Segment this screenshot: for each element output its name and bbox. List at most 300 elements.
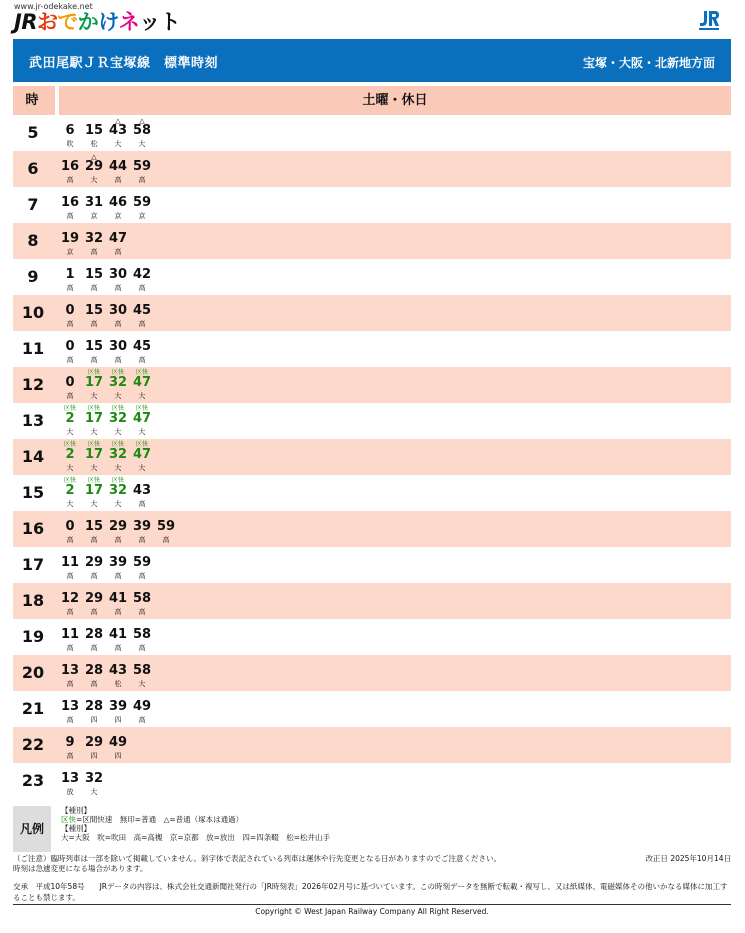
destination-abbrev: 四 xyxy=(114,752,122,760)
caution-note: （ご注意）臨時列車は一部を除いて掲載していません。斜字体で表記されている列車は運休や行先変更となる日がありますのでご注意ください。 xyxy=(13,854,501,863)
departure-minute: 42 xyxy=(132,267,152,282)
departure-minute: 12 xyxy=(60,591,80,606)
train-type-mark: △ xyxy=(139,117,145,125)
departure-minute: 30 xyxy=(108,339,128,354)
destination-abbrev: 高 xyxy=(138,320,146,328)
destination-abbrev: 高 xyxy=(114,572,122,580)
table-row xyxy=(13,511,731,547)
departure[interactable] xyxy=(107,115,129,151)
destination-abbrev: 高 xyxy=(114,356,122,364)
destination-abbrev: 高 xyxy=(66,176,74,184)
departure-minute: 58 xyxy=(132,663,152,678)
departure[interactable] xyxy=(107,151,129,187)
destination-abbrev: 高 xyxy=(138,500,146,508)
copyright: Copyright © West Japan Railway Company All Right Reserved. xyxy=(13,904,731,916)
departure[interactable] xyxy=(131,475,153,511)
departure[interactable] xyxy=(83,583,105,619)
hour-cell: 9 xyxy=(27,267,39,286)
train-type-mark: 区快 xyxy=(63,405,76,412)
destination-abbrev: 高 xyxy=(162,536,170,544)
table-row xyxy=(13,475,731,511)
destination-abbrev: 高 xyxy=(66,320,74,328)
departure[interactable] xyxy=(83,259,105,295)
table-row xyxy=(13,727,731,763)
departure[interactable] xyxy=(107,295,129,331)
legend-dest-text: 大=大阪 吹=吹田 高=高槻 京=京都 放=放出 四=四条畷 松=松井山手 xyxy=(61,833,330,842)
table-row xyxy=(13,547,731,583)
departure[interactable] xyxy=(59,475,81,511)
departure-minute: 47 xyxy=(132,447,152,462)
departure[interactable] xyxy=(107,367,129,403)
departure-minute: 32 xyxy=(108,447,128,462)
departure[interactable] xyxy=(107,511,129,547)
destination-abbrev: 高 xyxy=(66,392,74,400)
departure-minute: 2 xyxy=(65,411,75,426)
departure-minute: 29 xyxy=(84,159,104,174)
table-row xyxy=(13,655,731,691)
destination-abbrev: 高 xyxy=(138,536,146,544)
departure[interactable] xyxy=(59,115,81,151)
destination-abbrev: 高 xyxy=(90,608,98,616)
destination-abbrev: 大 xyxy=(114,140,122,148)
departure-minute: 2 xyxy=(65,447,75,462)
departure-minute: 44 xyxy=(108,159,128,174)
departure[interactable] xyxy=(107,547,129,583)
departure-minute: 13 xyxy=(60,663,80,678)
departure-minute: 29 xyxy=(84,735,104,750)
destination-abbrev: 高 xyxy=(114,248,122,256)
departure-minute: 11 xyxy=(60,555,80,570)
destination-abbrev: 高 xyxy=(114,284,122,292)
departure[interactable] xyxy=(59,223,81,259)
departure-minute: 13 xyxy=(60,771,80,786)
table-row xyxy=(13,151,731,187)
departure-minute: 11 xyxy=(60,627,80,642)
departure-minute: 19 xyxy=(60,231,80,246)
destination-abbrev: 四 xyxy=(90,716,98,724)
departure-minute: 9 xyxy=(65,735,75,750)
departure[interactable] xyxy=(107,655,129,691)
hour-cell: 11 xyxy=(21,339,45,358)
departure-minute: 15 xyxy=(84,267,104,282)
departure[interactable] xyxy=(155,511,177,547)
destination-abbrev: 高 xyxy=(90,572,98,580)
legend-type-heading: 【種別】 xyxy=(61,806,91,815)
destination-abbrev: 高 xyxy=(114,536,122,544)
timetable-header-row xyxy=(13,86,731,115)
departure-minute: 47 xyxy=(132,375,152,390)
hour-cell: 22 xyxy=(21,735,45,754)
departure-minute: 32 xyxy=(84,231,104,246)
destination-abbrev: 放 xyxy=(66,788,74,796)
destination-abbrev: 高 xyxy=(90,320,98,328)
departure[interactable] xyxy=(107,691,129,727)
departure-minute: 39 xyxy=(108,699,128,714)
table-row xyxy=(13,403,731,439)
table-row xyxy=(13,259,731,295)
departure-minute: 46 xyxy=(108,195,128,210)
departure[interactable] xyxy=(59,259,81,295)
train-type-mark: 区快 xyxy=(135,369,148,376)
destination-abbrev: 大 xyxy=(138,140,146,148)
destination-abbrev: 大 xyxy=(66,428,74,436)
direction-label: 宝塚・大阪・北新地方面 xyxy=(582,56,715,70)
departure-minute: 43 xyxy=(132,483,152,498)
page-title: 武田尾駅ＪＲ宝塚線 標準時刻 xyxy=(29,56,219,71)
site-url: www.jr-odekake.net xyxy=(14,2,93,11)
destination-abbrev: 高 xyxy=(114,176,122,184)
departure-minute: 45 xyxy=(132,303,152,318)
destination-abbrev: 大 xyxy=(114,392,122,400)
destination-abbrev: 高 xyxy=(66,644,74,652)
destination-abbrev: 大 xyxy=(114,428,122,436)
destination-abbrev: 四 xyxy=(114,716,122,724)
departure[interactable] xyxy=(59,583,81,619)
departure[interactable] xyxy=(107,583,129,619)
departure[interactable] xyxy=(107,331,129,367)
departure-minute: 41 xyxy=(108,591,128,606)
logo-jr: JR xyxy=(14,10,37,34)
destination-abbrev: 大 xyxy=(138,428,146,436)
departure-minute: 59 xyxy=(132,195,152,210)
destination-abbrev: 高 xyxy=(66,752,74,760)
departure[interactable] xyxy=(83,727,105,763)
destination-abbrev: 高 xyxy=(138,644,146,652)
departure[interactable] xyxy=(131,511,153,547)
destination-abbrev: 高 xyxy=(90,680,98,688)
departure-minute: 45 xyxy=(132,339,152,354)
departure-minute: 15 xyxy=(84,519,104,534)
legend-dest-heading: 【種別】 xyxy=(61,824,91,833)
destination-abbrev: 高 xyxy=(90,248,98,256)
departure[interactable] xyxy=(131,151,153,187)
departure-minute: 15 xyxy=(84,339,104,354)
destination-abbrev: 京 xyxy=(66,248,74,256)
departure-minute: 43 xyxy=(108,663,128,678)
departure[interactable] xyxy=(83,655,105,691)
hour-cell: 5 xyxy=(27,123,39,142)
legend-type-text: =区間快速 無印=普通 △=普通（塚本は通過） xyxy=(76,815,244,824)
departure-minute: 58 xyxy=(132,591,152,606)
departure[interactable] xyxy=(131,187,153,223)
departure[interactable] xyxy=(83,763,105,799)
destination-abbrev: 高 xyxy=(114,608,122,616)
departure[interactable] xyxy=(83,619,105,655)
destination-abbrev: 高 xyxy=(138,284,146,292)
destination-abbrev: 大 xyxy=(138,680,146,688)
destination-abbrev: 大 xyxy=(90,428,98,436)
departure[interactable] xyxy=(59,547,81,583)
hour-column-header: 時 xyxy=(25,93,39,108)
departure[interactable] xyxy=(59,511,81,547)
departure[interactable] xyxy=(59,403,81,439)
destination-abbrev: 大 xyxy=(66,464,74,472)
departure[interactable] xyxy=(131,691,153,727)
hour-cell: 21 xyxy=(21,699,45,718)
departure-minute: 29 xyxy=(84,555,104,570)
departure-minute: 0 xyxy=(65,339,75,354)
train-type-mark: 区快 xyxy=(111,405,124,412)
destination-abbrev: 高 xyxy=(66,536,74,544)
departure[interactable] xyxy=(107,187,129,223)
departure[interactable] xyxy=(59,187,81,223)
departure-minute: 15 xyxy=(84,303,104,318)
departure-minute: 32 xyxy=(108,483,128,498)
departure-minute: 59 xyxy=(156,519,176,534)
departure-minute: 30 xyxy=(108,303,128,318)
departure[interactable] xyxy=(59,619,81,655)
departure-minute: 0 xyxy=(65,303,75,318)
departure[interactable] xyxy=(83,475,105,511)
destination-abbrev: 高 xyxy=(138,608,146,616)
departure-minute: 2 xyxy=(65,483,75,498)
departure[interactable] xyxy=(107,259,129,295)
destination-abbrev: 松 xyxy=(114,680,122,688)
departure[interactable] xyxy=(59,151,81,187)
departure-minute: 17 xyxy=(84,375,104,390)
departure-minute: 32 xyxy=(84,771,104,786)
departure[interactable] xyxy=(131,331,153,367)
jr-odekake-logo[interactable]: JRおでかけネット xyxy=(14,10,181,34)
departure[interactable] xyxy=(107,475,129,511)
departure-minute: 43 xyxy=(108,123,128,138)
table-row xyxy=(13,115,731,151)
departure[interactable] xyxy=(83,295,105,331)
destination-abbrev: 大 xyxy=(90,788,98,796)
destination-abbrev: 高 xyxy=(66,356,74,364)
destination-abbrev: 高 xyxy=(66,212,74,220)
departure[interactable] xyxy=(107,223,129,259)
departure[interactable] xyxy=(83,511,105,547)
destination-abbrev: 大 xyxy=(90,464,98,472)
destination-abbrev: 高 xyxy=(90,536,98,544)
departure[interactable] xyxy=(83,223,105,259)
destination-abbrev: 高 xyxy=(90,644,98,652)
departure[interactable] xyxy=(131,439,153,475)
hour-cell: 12 xyxy=(21,375,45,394)
timetable xyxy=(13,86,731,799)
timetable-header-bar xyxy=(13,39,731,82)
destination-abbrev: 高 xyxy=(114,320,122,328)
table-row xyxy=(13,583,731,619)
train-type-mark: △ xyxy=(115,117,121,125)
departure-minute: 49 xyxy=(132,699,152,714)
table-row xyxy=(13,187,731,223)
train-type-mark: 区快 xyxy=(111,441,124,448)
destination-abbrev: 松 xyxy=(90,140,98,148)
destination-abbrev: 四 xyxy=(90,752,98,760)
departure-minute: 17 xyxy=(84,483,104,498)
train-type-mark: 区快 xyxy=(135,405,148,412)
hour-cell: 18 xyxy=(21,591,45,610)
departure-minute: 17 xyxy=(84,411,104,426)
departure[interactable] xyxy=(59,295,81,331)
destination-abbrev: 大 xyxy=(90,392,98,400)
table-row xyxy=(13,691,731,727)
departure-minute: 17 xyxy=(84,447,104,462)
destination-abbrev: 高 xyxy=(138,572,146,580)
table-row xyxy=(13,331,731,367)
hour-cell: 15 xyxy=(21,483,45,502)
departure-minute: 59 xyxy=(132,159,152,174)
legend-body xyxy=(61,806,330,842)
destination-abbrev: 高 xyxy=(66,608,74,616)
departure-minute: 28 xyxy=(84,627,104,642)
departure[interactable] xyxy=(83,547,105,583)
departure-minute: 16 xyxy=(60,195,80,210)
departure[interactable] xyxy=(131,367,153,403)
departure-minute: 47 xyxy=(108,231,128,246)
destination-abbrev: 高 xyxy=(90,284,98,292)
destination-abbrev: 高 xyxy=(66,572,74,580)
train-type-mark: 区快 xyxy=(135,441,148,448)
departure-minute: 32 xyxy=(108,375,128,390)
departure-minute: 58 xyxy=(132,627,152,642)
destination-abbrev: 高 xyxy=(90,356,98,364)
destination-abbrev: 大 xyxy=(138,392,146,400)
train-type-mark: 区快 xyxy=(111,369,124,376)
departure-minute: 28 xyxy=(84,699,104,714)
day-type-header: 土曜・休日 xyxy=(55,86,731,115)
hour-cell: 17 xyxy=(21,555,45,574)
departure[interactable] xyxy=(83,187,105,223)
timetable-body xyxy=(13,115,731,799)
notes xyxy=(13,854,731,874)
departure[interactable] xyxy=(131,115,153,151)
destination-abbrev: 大 xyxy=(66,500,74,508)
destination-abbrev: 大 xyxy=(114,464,122,472)
departure[interactable] xyxy=(131,547,153,583)
revision-date: 改正日 2025年10月14日 xyxy=(645,854,731,863)
destination-abbrev: 京 xyxy=(138,212,146,220)
departure-minute: 0 xyxy=(65,519,75,534)
destination-abbrev: 大 xyxy=(90,500,98,508)
train-type-mark: 区快 xyxy=(87,441,100,448)
departure[interactable] xyxy=(107,727,129,763)
departure[interactable] xyxy=(59,655,81,691)
train-type-mark: 区快 xyxy=(63,477,76,484)
departure-minute: 13 xyxy=(60,699,80,714)
table-row xyxy=(13,619,731,655)
departure[interactable] xyxy=(107,619,129,655)
destination-abbrev: 大 xyxy=(138,464,146,472)
table-row xyxy=(13,295,731,331)
departure[interactable] xyxy=(59,367,81,403)
departure-minute: 59 xyxy=(132,555,152,570)
destination-abbrev: 高 xyxy=(138,716,146,724)
departure[interactable] xyxy=(59,439,81,475)
legend xyxy=(13,806,731,852)
destination-abbrev: 高 xyxy=(114,644,122,652)
destination-abbrev: 大 xyxy=(114,500,122,508)
train-type-mark: 区快 xyxy=(111,477,124,484)
destination-abbrev: 京 xyxy=(114,212,122,220)
departure-minute: 30 xyxy=(108,267,128,282)
departure-minute: 0 xyxy=(65,375,75,390)
departure-minute: 32 xyxy=(108,411,128,426)
destination-abbrev: 高 xyxy=(66,680,74,688)
departure-minute: 39 xyxy=(108,555,128,570)
train-type-mark: 区快 xyxy=(87,369,100,376)
departure[interactable] xyxy=(59,763,81,799)
table-row xyxy=(13,367,731,403)
departure-minute: 41 xyxy=(108,627,128,642)
departure[interactable] xyxy=(131,583,153,619)
table-row xyxy=(13,763,731,799)
hour-cell: 20 xyxy=(21,663,45,682)
departure[interactable] xyxy=(131,403,153,439)
departure[interactable] xyxy=(107,403,129,439)
hour-cell: 7 xyxy=(27,195,39,214)
hour-cell: 8 xyxy=(27,231,39,250)
departure-minute: 6 xyxy=(65,123,75,138)
departure[interactable] xyxy=(83,115,105,151)
departure-minute: 31 xyxy=(84,195,104,210)
train-type-mark: 区快 xyxy=(63,441,76,448)
departure[interactable] xyxy=(83,403,105,439)
departure[interactable] xyxy=(83,367,105,403)
departure-minute: 16 xyxy=(60,159,80,174)
departure-minute: 15 xyxy=(84,123,104,138)
departure[interactable] xyxy=(131,655,153,691)
source-notice: 交承 平成10年58号 JRデータの内容は、株式会社交通新聞社発行の「JR時刻表」2026年02月号に基づいています。この時刻データを無断で転載・複写し、又は紙媒体、電磁媒体その他いかなる媒体に加工することも禁じます。 xyxy=(13,882,728,902)
table-row xyxy=(13,439,731,475)
departure[interactable] xyxy=(131,619,153,655)
destination-abbrev: 高 xyxy=(138,356,146,364)
destination-abbrev: 吹 xyxy=(66,140,74,148)
departure[interactable] xyxy=(83,439,105,475)
departure[interactable] xyxy=(83,151,105,187)
departure-minute: 49 xyxy=(108,735,128,750)
legend-rapid-mark: 区快 xyxy=(61,815,76,824)
hour-cell: 19 xyxy=(21,627,45,646)
hour-cell: 14 xyxy=(21,447,45,466)
train-type-mark: △ xyxy=(91,153,97,161)
caution-note-2: 時刻は急遽変更になる場合があります。 xyxy=(13,864,148,873)
departure-minute: 29 xyxy=(84,591,104,606)
destination-abbrev: 京 xyxy=(90,212,98,220)
hour-cell: 23 xyxy=(21,771,45,790)
departure-minute: 28 xyxy=(84,663,104,678)
departure-minute: 47 xyxy=(132,411,152,426)
jr-west-logo-icon xyxy=(697,8,721,32)
departure-minute: 1 xyxy=(65,267,75,282)
departure[interactable] xyxy=(83,331,105,367)
departure[interactable] xyxy=(131,295,153,331)
departure[interactable] xyxy=(59,331,81,367)
destination-abbrev: 高 xyxy=(66,284,74,292)
departure[interactable] xyxy=(131,259,153,295)
hour-cell: 16 xyxy=(21,519,45,538)
destination-abbrev: 大 xyxy=(90,176,98,184)
hour-cell: 10 xyxy=(21,303,45,322)
destination-abbrev: 高 xyxy=(138,176,146,184)
train-type-mark: 区快 xyxy=(87,477,100,484)
departure[interactable] xyxy=(107,439,129,475)
hour-cell: 6 xyxy=(27,159,39,178)
departure[interactable] xyxy=(59,691,81,727)
departure-minute: 58 xyxy=(132,123,152,138)
destination-abbrev: 高 xyxy=(66,716,74,724)
table-row xyxy=(13,223,731,259)
departure[interactable] xyxy=(83,691,105,727)
departure-minute: 39 xyxy=(132,519,152,534)
legend-title: 凡例 xyxy=(13,806,51,852)
legend-type-line xyxy=(61,815,330,824)
departure[interactable] xyxy=(59,727,81,763)
train-type-mark: 区快 xyxy=(87,405,100,412)
hour-cell: 13 xyxy=(21,411,45,430)
